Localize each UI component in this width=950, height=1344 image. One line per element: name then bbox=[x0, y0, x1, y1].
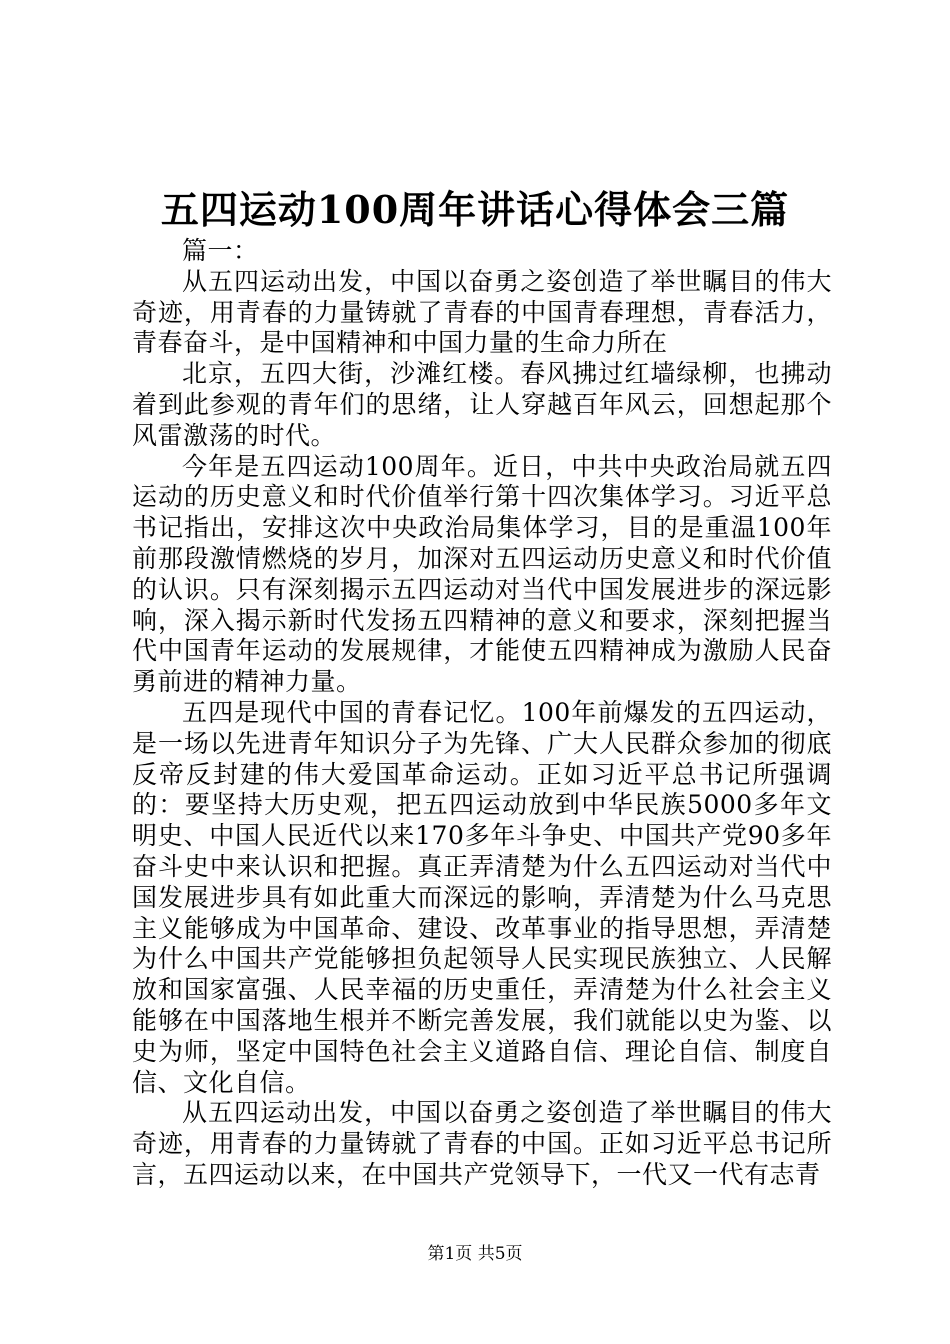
paragraph: 北京，五四大街，沙滩红楼。春风拂过红墙绿柳，也拂动着到此参观的青年们的思绪，让人穿越百年风云，回想起那个风雷激荡的时代。 bbox=[132, 359, 832, 450]
paragraph: 从五四运动出发，中国以奋勇之姿创造了举世瞩目的伟大奇迹，用青春的力量铸就了青春的中国。正如习近平总书记所言，五四运动以来，在中国共产党领导下，一代又一代有志青 bbox=[132, 1098, 832, 1189]
paragraph: 今年是五四运动100周年。近日，中共中央政治局就五四运动的历史意义和时代价值举行第十四次集体学习。习近平总书记指出，安排这次中央政治局集体学习，目的是重温100年前那段激情燃烧的岁月，加深对五四运动历史意义和时代价值的认识。只有深刻揭示五四运动对当代中国发展进步的深远影响，深入揭示新时代发扬五四精神的意义和要求，深刻把握当代中国青年运动的发展规律，才能使五四精神成为激励人民奋勇前进的精神力量。 bbox=[132, 451, 832, 697]
paragraph: 从五四运动出发，中国以奋勇之姿创造了举世瞩目的伟大奇迹，用青春的力量铸就了青春的中国青春理想，青春活力，青春奋斗，是中国精神和中国力量的生命力所在 bbox=[132, 266, 832, 358]
paragraph: 五四是现代中国的青春记忆。100年前爆发的五四运动，是一场以先进青年知识分子为先锋、广大人民群众参加的彻底反帝反封建的伟大爱国革命运动。正如习近平总书记所强调的：要坚持大历史观，把五四运动放到中华民族5000多年文明史、中国人民近代以来170多年斗争史、中国共产党90多年奋斗史中来认识和把握。真正弄清楚为什么五四运动对当代中国发展进步具有如此重大而深远的影响，弄清楚为什么马克思主义能够成为中国革命、建设、改革事业的指导思想，弄清楚为什么中国共产党能够担负起领导人民实现民族独立、人民解放和国家富强、人民幸福的历史重任，弄清楚为什么社会主义能够在中国落地生根并不断完善发展，我们就能以史为鉴、以史为师，坚定中国特色社会主义道路自信、理论自信、制度自信、文化自信。 bbox=[132, 697, 832, 1097]
page-footer: 第1页 共5页 bbox=[427, 1244, 523, 1264]
document-body bbox=[132, 236, 832, 1191]
document-title: 五四运动100周年讲话心得体会三篇 bbox=[160, 187, 790, 232]
section-label: 篇一： bbox=[182, 236, 259, 265]
